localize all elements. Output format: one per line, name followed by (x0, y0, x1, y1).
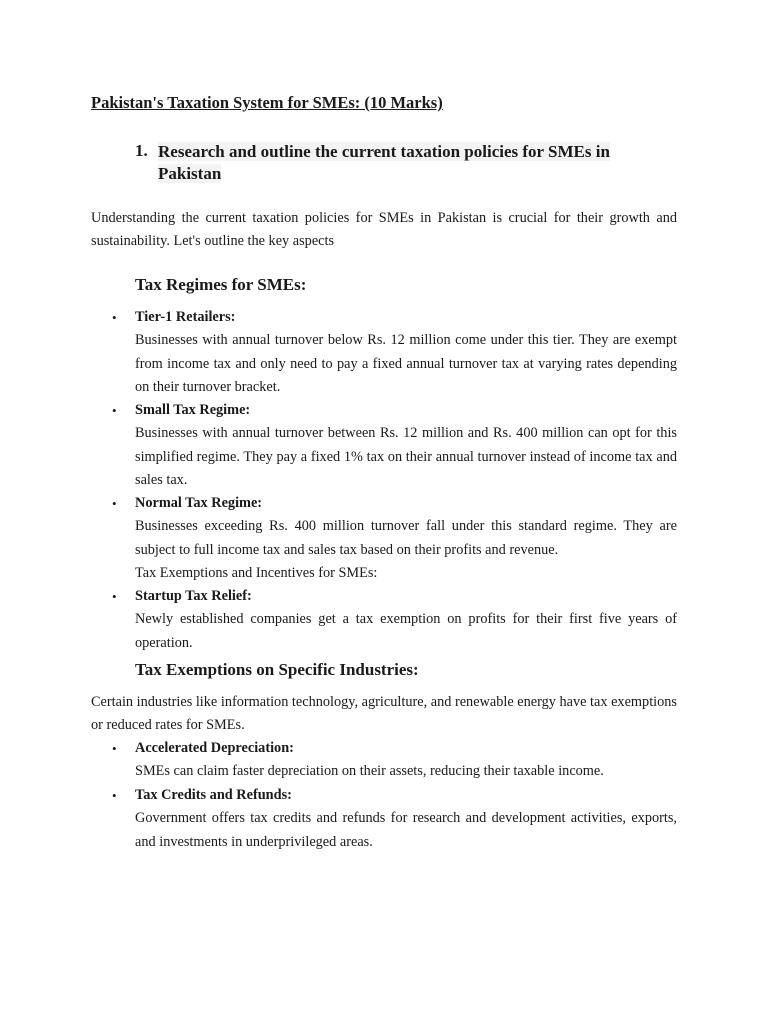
bullet-icon: • (112, 403, 117, 418)
section2-intro-paragraph: Certain industries like information technology, agriculture, and renewable energy have tax exemptions or reduced rates for SMEs. (91, 694, 677, 734)
bullet-icon: • (112, 741, 117, 756)
list-item-normal-tax-regime (112, 492, 677, 562)
question-text-content: Research and outline the current taxation policies for SMEs in Pakistan (158, 142, 610, 183)
subheading-exemptions-incentives: Tax Exemptions and Incentives for SMEs: (135, 565, 378, 581)
bullet-icon: • (112, 589, 117, 604)
list-item-accelerated-depreciation (112, 737, 677, 784)
list-item-tax-credits-refunds (112, 784, 677, 854)
list-item-title: Tax Credits and Refunds: (135, 787, 292, 803)
list-item-title: Accelerated Depreciation: (135, 740, 294, 756)
list-item-title: Startup Tax Relief: (135, 588, 252, 604)
list-item-body: SMEs can claim faster depreciation on their assets, reducing their taxable income. (135, 763, 604, 780)
section-heading-tax-regimes: Tax Regimes for SMEs: (135, 275, 307, 294)
question-number: 1. (135, 141, 148, 160)
list-item-body: Government offers tax credits and refunds for research and development activities, exports, and investments in underprivileged areas. (135, 810, 677, 850)
list-item-body: Businesses exceeding Rs. 400 million turnover fall under this standard regime. They are subject to full income tax and sales tax based on their profits and revenue. (135, 518, 677, 558)
list-item-title: Small Tax Regime: (135, 402, 251, 418)
bullet-icon: • (112, 788, 117, 803)
question-text (158, 141, 658, 185)
list-item-body: Newly established companies get a tax exemption on profits for their first five years of operation. (135, 611, 677, 651)
list-item-body: Businesses with annual turnover between Rs. 12 million and Rs. 400 million can opt for this simplified regime. They pay a fixed 1% tax on their annual turnover instead of income tax and sales tax. (135, 425, 677, 488)
list-item-small-tax-regime (112, 399, 677, 492)
list-item-title: Tier-1 Retailers: (135, 309, 236, 325)
document-title: Pakistan's Taxation System for SMEs: (10 Marks) (91, 93, 443, 112)
section-heading-specific-industries: Tax Exemptions on Specific Industries: (135, 660, 419, 679)
list-item-tier1-retailers (112, 306, 677, 399)
list-item-title: Normal Tax Regime: (135, 495, 263, 511)
list-item-startup-tax-relief (112, 585, 677, 655)
intro-paragraph: Understanding the current taxation policies for SMEs in Pakistan is crucial for their growth and sustainability. Let's outline the key aspects (91, 210, 677, 250)
bullet-icon: • (112, 496, 117, 511)
list-item-body: Businesses with annual turnover below Rs. 12 million come under this tier. They are exempt from income tax and only need to pay a fixed annual turnover tax at varying rates depending on their turnover bracket. (135, 332, 677, 395)
bullet-icon: • (112, 310, 117, 325)
